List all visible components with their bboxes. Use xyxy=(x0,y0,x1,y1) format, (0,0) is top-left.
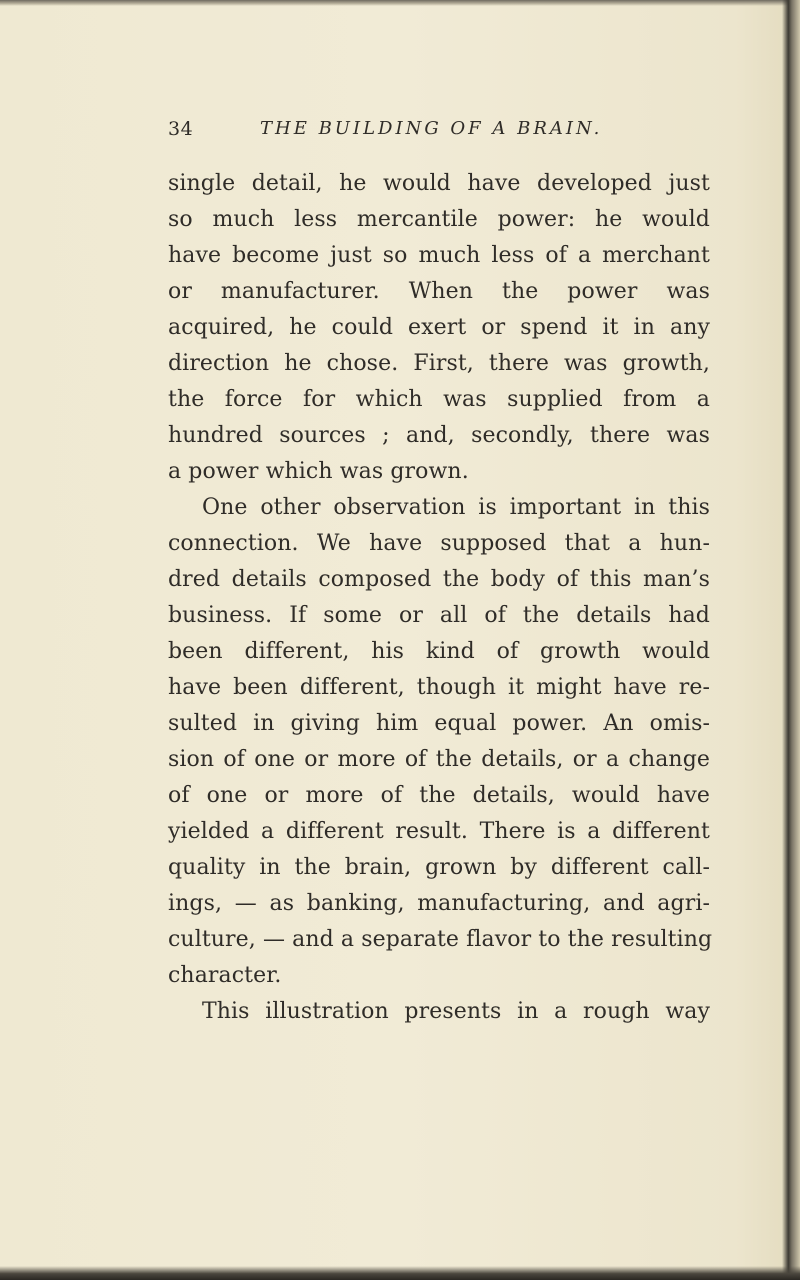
text-line: sion of one or more of the details, or a change xyxy=(168,747,710,772)
text-line: the force for which was supplied from a xyxy=(168,387,710,412)
text-line: ings, — as banking, manufacturing, and agri- xyxy=(168,891,710,916)
text-line: dred details composed the body of this man’s xyxy=(168,567,710,592)
text-line: so much less mercantile power: he would xyxy=(168,207,710,232)
text-line: business. If some or all of the details had xyxy=(168,603,710,628)
text-line: character. xyxy=(168,963,282,988)
text-line: quality in the brain, grown by different call- xyxy=(168,855,710,880)
text-line: yielded a different result. There is a different xyxy=(168,819,710,844)
text-line: direction he chose. First, there was growth, xyxy=(168,351,710,376)
text-line: single detail, he would have developed just xyxy=(168,171,710,196)
page-bottom-edge-shadow xyxy=(0,1266,800,1280)
page-number: 34 xyxy=(168,118,194,140)
text-line: connection. We have supposed that a hun- xyxy=(168,531,710,556)
text-line: culture, — and a separate flavor to the resulting xyxy=(168,927,713,952)
text-line: been different, his kind of growth would xyxy=(168,639,710,664)
text-line: or manufacturer. When the power was xyxy=(168,279,710,304)
text-line: sulted in giving him equal power. An omis- xyxy=(168,711,710,736)
text-line: hundred sources ; and, secondly, there was xyxy=(168,423,710,448)
text-line: This illustration presents in a rough way xyxy=(202,999,710,1024)
text-line: One other observation is important in this xyxy=(202,495,710,520)
page-right-edge-shadow xyxy=(782,0,800,1280)
text-line: acquired, he could exert or spend it in any xyxy=(168,315,710,340)
text-line: a power which was grown. xyxy=(168,459,469,484)
body-text xyxy=(168,166,713,1030)
page-header xyxy=(168,118,768,148)
text-line: have become just so much less of a merchant xyxy=(168,243,710,268)
text-line: have been different, though it might have re- xyxy=(168,675,710,700)
page-top-edge xyxy=(0,0,800,6)
running-title: THE BUILDING OF A BRAIN. xyxy=(260,118,603,139)
text-line: of one or more of the details, would have xyxy=(168,783,710,808)
